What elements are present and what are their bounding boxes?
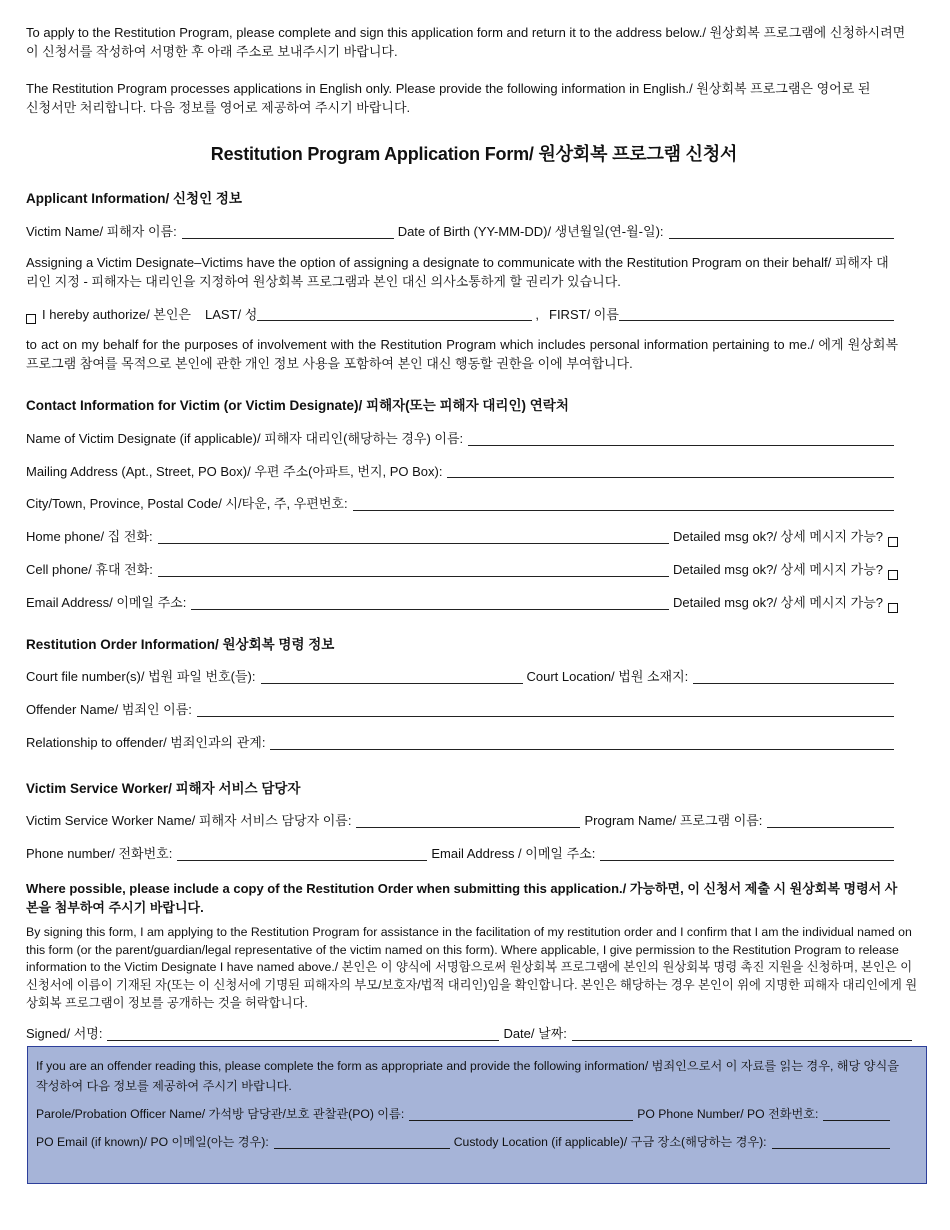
worker-email-label: Email Address / 이메일 주소: bbox=[431, 846, 596, 862]
intro-english-only-text: The Restitution Program processes applications in English only. Please provide the following information in English./ 원상회복 프로그램은 영어로 된 신청서만 처리합니다. 다음 정보를 영어로 제공하여 주시기 바랍니다. bbox=[26, 80, 871, 115]
court-location-field[interactable] bbox=[693, 669, 894, 684]
po-email-label: PO Email (if known)/ PO 이메일(아는 경우): bbox=[36, 1135, 269, 1150]
parole-officer-field[interactable] bbox=[409, 1106, 633, 1121]
worker-phone-row bbox=[26, 845, 898, 864]
po-email-field[interactable] bbox=[274, 1134, 450, 1149]
victim-name-field[interactable] bbox=[182, 224, 394, 239]
cell-detailed-msg-checkbox[interactable] bbox=[888, 570, 898, 580]
dob-field[interactable] bbox=[669, 224, 894, 239]
mailing-address-label: Mailing Address (Apt., Street, PO Box)/ 우편 주소(아파트, 번지, PO Box): bbox=[26, 463, 443, 479]
offender-info-box bbox=[27, 1046, 927, 1184]
custody-location-label: Custody Location (if applicable)/ 구금 장소(해당하는 경우): bbox=[453, 1135, 767, 1150]
worker-name-field[interactable] bbox=[356, 813, 580, 828]
applicant-heading: Applicant Information/ 신청인 정보 bbox=[26, 191, 242, 207]
city-label: City/Town, Province, Postal Code/ 시/타운, 주, 우편번호: bbox=[26, 496, 348, 512]
email-field[interactable] bbox=[191, 595, 669, 610]
offender-name-row bbox=[26, 701, 898, 720]
cell-detailed-msg-label: Detailed msg ok?/ 상세 메시지 가능? bbox=[672, 562, 883, 578]
parole-officer-row bbox=[36, 1106, 894, 1124]
restitution-order-note: Where possible, please include a copy of the Restitution Order when submitting this application./ 가능하면, 이 신청서 제출 시 원상회복 명령서 사본을 첨부하여 주시기 바랍니다. bbox=[26, 881, 898, 915]
email-detailed-msg-label: Detailed msg ok?/ 상세 메시지 가능? bbox=[672, 594, 883, 610]
relationship-row bbox=[26, 734, 898, 753]
email-row bbox=[26, 594, 898, 613]
city-field[interactable] bbox=[353, 496, 894, 511]
cell-phone-row bbox=[26, 561, 898, 580]
victim-name-label: Victim Name/ 피해자 이름: bbox=[26, 224, 177, 240]
designate-name-label: Name of Victim Designate (if applicable)/ 피해자 대리인(해당하는 경우) 이름: bbox=[26, 430, 464, 446]
consent-text: By signing this form, I am applying to the Restitution Program for assistance in the facilitation of my restitution order and I confirm that I am the individual named on this form (or the parent/guardian/legal representative of the victim named on this form). Where applicable, I give permission to the Restitution Program to release information to the Victim Designate I have named above./ 본인은 이 양식에 서명함으로써 원상회복 프로그램에 본인의 원상회복 명령 촉진 지원을 신청하며, 본인은 이 신청서에 이름이 기재된 자(또는 이 신청서에 기명된 피해자의 부모/보호자/법적 대리인)임을 확인합니다. 본인은 해당하는 경우 본인이 위에 지명한 피해자 대리인에게 원상회복 프로그램이 정보를 공개하는 것을 허락합니다. bbox=[26, 924, 918, 1011]
court-location-label: Court Location/ 법원 소재지: bbox=[526, 669, 689, 685]
mailing-address-field[interactable] bbox=[447, 463, 894, 478]
program-name-field[interactable] bbox=[767, 813, 894, 828]
last-name-label: LAST/ 성 bbox=[204, 306, 258, 322]
worker-phone-field[interactable] bbox=[177, 846, 427, 861]
dob-label: Date of Birth (YY-MM-DD)/ 생년월일(연-월-일): bbox=[397, 224, 664, 240]
email-detailed-msg-checkbox[interactable] bbox=[888, 603, 898, 613]
parole-officer-label: Parole/Probation Officer Name/ 가석방 담당관/보호 관찰관(PO) 이름: bbox=[36, 1107, 405, 1122]
home-phone-label: Home phone/ 집 전화: bbox=[26, 529, 153, 545]
worker-name-row bbox=[26, 812, 898, 831]
date-field[interactable] bbox=[572, 1026, 912, 1041]
authorize-row bbox=[26, 306, 898, 325]
program-name-label: Program Name/ 프로그램 이름: bbox=[584, 813, 763, 829]
signature-row bbox=[26, 1025, 916, 1044]
po-phone-label: PO Phone Number/ PO 전화번호: bbox=[637, 1107, 819, 1122]
form-title: Restitution Program Application Form/ 원상회복 프로그램 신청서 bbox=[210, 144, 738, 165]
court-row bbox=[26, 668, 898, 687]
home-phone-row bbox=[26, 528, 898, 547]
behalf-text: to act on my behalf for the purposes of involvement with the Restitution Program which includes personal information pertaining to me./ 에게 원상회복 프로그램 참여를 목적으로 본인에 관한 개인 정보 사용을 포함하여 본인 대신 행동할 권한을 이에 부여합니다. bbox=[26, 337, 898, 372]
authorize-label: I hereby authorize/ 본인은 bbox=[42, 306, 191, 322]
po-phone-field[interactable] bbox=[823, 1106, 890, 1121]
cell-phone-field[interactable] bbox=[158, 562, 669, 577]
home-phone-field[interactable] bbox=[158, 529, 669, 544]
designate-name-field[interactable] bbox=[468, 431, 894, 446]
signature-field[interactable] bbox=[107, 1026, 499, 1041]
last-name-field[interactable] bbox=[257, 306, 532, 321]
mailing-address-row bbox=[26, 463, 898, 482]
worker-heading: Victim Service Worker/ 피해자 서비스 담당자 bbox=[26, 780, 301, 796]
date-label: Date/ 날짜: bbox=[503, 1025, 567, 1041]
cell-phone-label: Cell phone/ 휴대 전화: bbox=[26, 562, 153, 578]
authorize-checkbox[interactable] bbox=[26, 314, 36, 324]
offender-name-field[interactable] bbox=[197, 702, 894, 717]
worker-phone-label: Phone number/ 전화번호: bbox=[26, 846, 173, 862]
worker-email-field[interactable] bbox=[600, 846, 894, 861]
designate-note: Assigning a Victim Designate–Victims have the option of assigning a designate to communicate with the Restitution Program on their behalf/ 피해자 대리인 지정 - 피해자는 대리인을 지정하여 원상회복 프로그램과 본인 대신 의사소통하게 할 권리가 있습니다. bbox=[26, 254, 889, 289]
email-label: Email Address/ 이메일 주소: bbox=[26, 594, 187, 610]
home-detailed-msg-label: Detailed msg ok?/ 상세 메시지 가능? bbox=[672, 529, 883, 545]
court-file-label: Court file number(s)/ 법원 파일 번호(들): bbox=[26, 669, 256, 685]
victim-name-row bbox=[26, 223, 898, 242]
court-file-field[interactable] bbox=[261, 669, 523, 684]
intro-apply-text: To apply to the Restitution Program, please complete and sign this application form and return it to the address below./ 원상회복 프로그램에 신청하시려면 이 신청서를 작성하여 서명한 후 아래 주소로 보내주시기 바랍니다. bbox=[26, 25, 906, 59]
relationship-label: Relationship to offender/ 범죄인과의 관계: bbox=[26, 734, 266, 750]
contact-heading: Contact Information for Victim (or Victim Designate)/ 피해자(또는 피해자 대리인) 연락처 bbox=[26, 398, 569, 414]
first-name-label: FIRST/ 이름 bbox=[549, 306, 619, 322]
first-name-field[interactable] bbox=[619, 306, 894, 321]
offender-name-label: Offender Name/ 범죄인 이름: bbox=[26, 702, 192, 718]
custody-location-field[interactable] bbox=[772, 1134, 890, 1149]
worker-name-label: Victim Service Worker Name/ 피해자 서비스 담당자 이름: bbox=[26, 813, 352, 829]
offender-intro-text: If you are an offender reading this, please complete the form as appropriate and provide the following information/ 범죄인으로서 이 자료를 읽는 경우, 해당 양식을 작성하여 다음 정보를 제공하여 주시기 바랍니다. bbox=[36, 1059, 900, 1093]
po-email-row bbox=[36, 1134, 894, 1152]
city-row bbox=[26, 495, 898, 514]
order-heading: Restitution Order Information/ 원상회복 명령 정보 bbox=[26, 636, 335, 652]
comma-separator: , bbox=[535, 306, 539, 322]
signed-label: Signed/ 서명: bbox=[26, 1025, 103, 1041]
home-detailed-msg-checkbox[interactable] bbox=[888, 537, 898, 547]
designate-name-row bbox=[26, 430, 898, 449]
relationship-field[interactable] bbox=[270, 735, 894, 750]
